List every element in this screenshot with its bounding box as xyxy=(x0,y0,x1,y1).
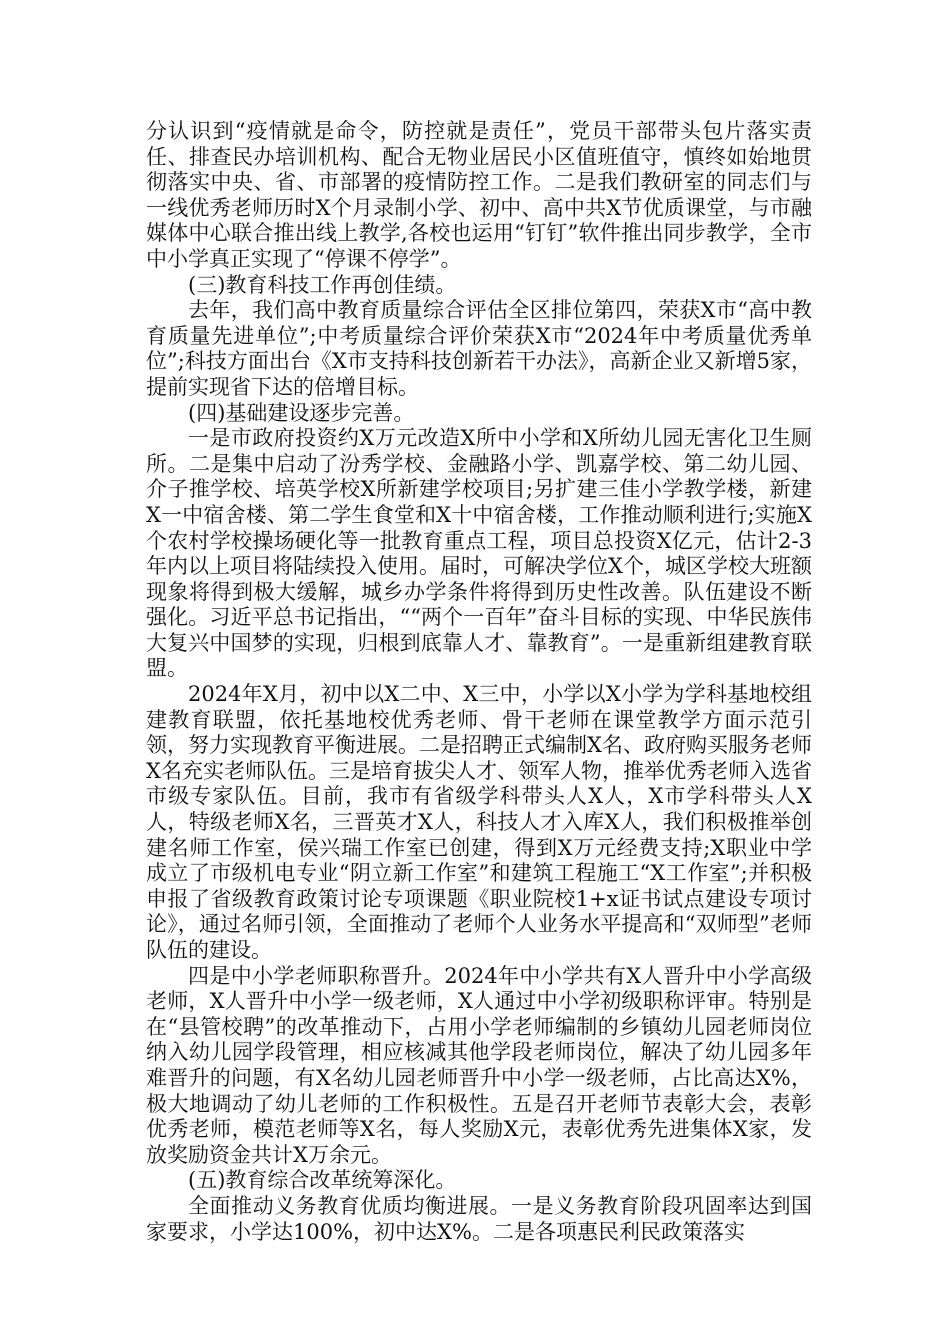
paragraph-education-alliance: 2024年X月，初中以X二中、X三中，小学以X小学为学科基地校组建教育联盟，依托基地校优秀老师、骨干老师在课堂教学方面示范引领，努力实现教育平衡进展。二是招聘正式编制X名、政府购买服务老师X名充实老师队伍。三是培育拔尖人才、领军人物，推举优秀老师入选省市级专家队伍。目前，我市有省级学科带头人X人，X市学科带头人X人，特级老师X名，三晋英才X人，科技人才入库X人，我们积极推举创建名师工作室，侯兴瑞工作室已创建，得到X万元经费支持;X职业中学成立了市级机电专业“阴立新工作室”和建筑工程施工“X工作室”;并积极申报了省级教育政策讨论专项课题《职业院校1+x证书试点建设专项讨论》，通过名师引领，全面推动了老师个人业务水平提高和“双师型”老师队伍的建设。 xyxy=(146,682,812,962)
paragraph-compulsory-education: 全面推动义务教育优质均衡进展。一是义务教育阶段巩固率达到国家要求，小学达100%，初中达X%。二是各项惠民利民政策落实 xyxy=(146,1193,812,1244)
paragraph-infrastructure: 一是市政府投资约X万元改造X所中小学和X所幼儿园无害化卫生厕所。二是集中启动了汾秀学校、金融路小学、凯嘉学校、第二幼儿园、介子推学校、培英学校X所新建学校项目;另扩建三佳小学教学楼，新建X一中宿舍楼、第二学生食堂和X十中宿舍楼，工作推动顺利进行;实施X个农村学校操场硬化等一批教育重点工程，项目总投资X亿元，估计2-3年内以上项目将陆续投入使用。届时，可解决学位X个，城区学校大班额现象将得到极大缓解，城乡办学条件将得到历史性改善。队伍建设不断强化。习近平总书记指出，““两个一百年”奋斗目标的实现、中华民族伟大复兴中国梦的实现，归根到底靠人才、靠教育”。一是重新组建教育联盟。 xyxy=(146,426,812,681)
paragraph-teacher-promotion: 四是中小学老师职称晋升。2024年中小学共有X人晋升中小学高级老师，X人晋升中小学一级老师，X人通过中小学初级职称评审。特别是在“县管校聘”的改革推动下，占用小学老师编制的乡镇幼儿园老师岗位纳入幼儿园学段管理，相应核减其他学段老师岗位，解决了幼儿园多年难晋升的问题，有X名幼儿园老师晋升中小学一级老师，占比高达X%，极大地调动了幼儿老师的工作积极性。五是召开老师节表彰大会，表彰优秀老师，模范老师等X名，每人奖励X元，表彰优秀先进集体X家，发放奖励资金共计X万余元。 xyxy=(146,963,812,1167)
paragraph-education-quality: 去年，我们高中教育质量综合评估全区排位第四，荣获X市“高中教育质量先进单位”;中考质量综合评价荣获X市“2024年中考质量优秀单位”;科技方面出台《X市支持科技创新若干办法》，高新企业又新增5家，提前实现省下达的倍增目标。 xyxy=(146,298,812,399)
section-heading-5: (五)教育综合改革统筹深化。 xyxy=(188,1168,457,1193)
section-heading-3: (三)教育科技工作再创佳绩。 xyxy=(188,272,457,297)
paragraph-continuation: 分认识到“疫情就是命令，防控就是责任”，党员干部带头包片落实责任、排查民办培训机构、配合无物业居民小区值班值守，慎终如始地贯彻落实中央、省、市部署的疫情防控工作。二是我们教研室的同志们与一线优秀老师历时X个月录制小学、初中、高中共X节优质课堂，与市融媒体中心联合推出线上教学,各校也运用“钉钉”软件推出同步教学，全市中小学真正实现了“停课不停学”。 xyxy=(146,119,812,271)
document-body xyxy=(146,119,812,1245)
section-heading-4: (四)基础建设逐步完善。 xyxy=(188,400,415,425)
